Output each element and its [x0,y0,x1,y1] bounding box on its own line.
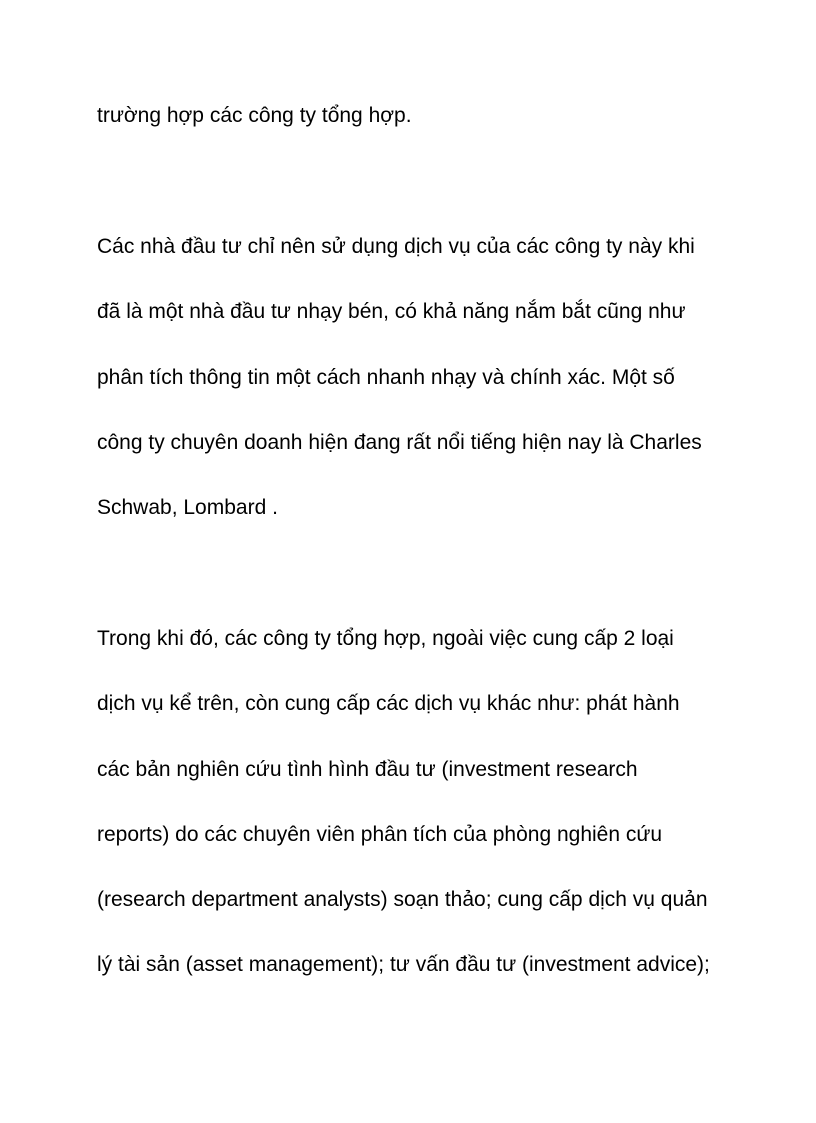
paragraph-2-line-4: công ty chuyên doanh hiện đang rất nổi tiếng hiện nay là Charles [97,431,702,454]
paragraph-2-line-1: Các nhà đầu tư chỉ nên sử dụng dịch vụ của các công ty này khi [97,235,695,258]
paragraph-2-line-5: Schwab, Lombard . [97,496,278,519]
paragraph-3-line-3: các bản nghiên cứu tình hình đầu tư (investment research [97,758,638,781]
paragraph-3-line-1: Trong khi đó, các công ty tổng hợp, ngoài việc cung cấp 2 loại [97,627,674,650]
paragraph-2-line-3: phân tích thông tin một cách nhanh nhạy và chính xác. Một số [97,366,675,389]
paragraph-3-line-6: lý tài sản (asset management); tư vấn đầu tư (investment advice); [97,953,710,976]
paragraph-3-line-2: dịch vụ kể trên, còn cung cấp các dịch vụ khác như: phát hành [97,692,680,715]
paragraph-1-line-1: trường hợp các công ty tổng hợp. [97,104,412,127]
paragraph-3-line-5: (research department analysts) soạn thảo; cung cấp dịch vụ quản [97,888,708,911]
paragraph-2-line-2: đã là một nhà đầu tư nhạy bén, có khả năng nắm bắt cũng như [97,300,686,323]
paragraph-3-line-4: reports) do các chuyên viên phân tích của phòng nghiên cứu [97,823,663,846]
